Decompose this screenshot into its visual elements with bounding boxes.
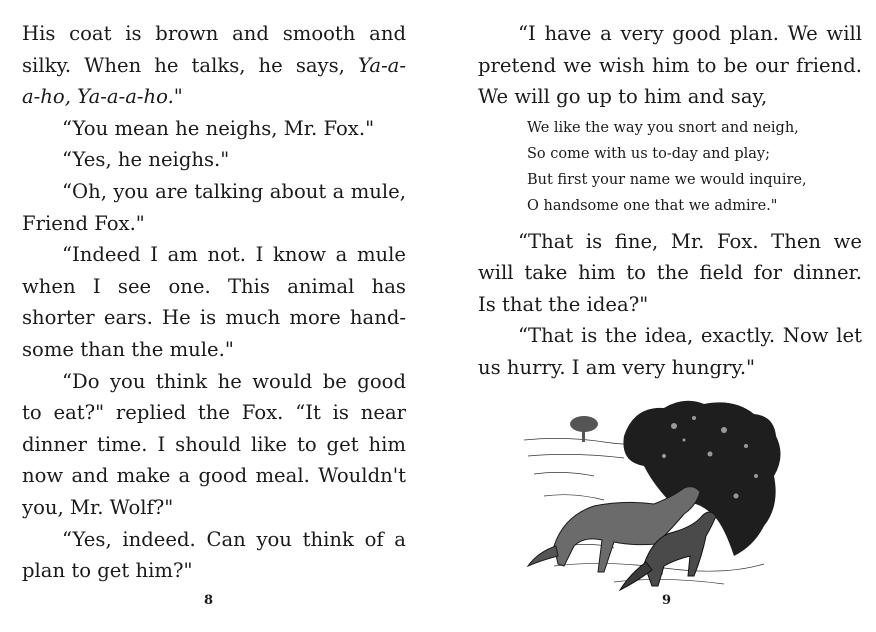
text-line-part: silky. When he talks, he says, [22, 53, 358, 77]
text-line: us hurry. I am very hungry." [478, 355, 756, 379]
text-line: pretend we wish him to be our friend. [478, 53, 862, 77]
text-line: will take him to the field for dinner. [478, 261, 862, 285]
left-page [22, 18, 406, 618]
text-line: “Oh, you are talking about a mule, [62, 179, 406, 203]
text-line: some than the mule." [22, 337, 234, 361]
text-line: when I see one. This animal has [22, 274, 406, 298]
text-line: you, Mr. Wolf?" [22, 495, 174, 519]
page-number: 8 [204, 593, 214, 608]
wolf-and-fox-illustration [524, 396, 786, 592]
verse-line: So come with us to-day and play; [527, 145, 770, 162]
text-line: “Indeed I am not. I know a mule [62, 243, 406, 267]
text-line [22, 81, 406, 113]
paragraph [22, 239, 406, 365]
text-line: Is that the idea?" [478, 292, 649, 316]
text-line: plan to get him?" [22, 559, 193, 583]
text-line [22, 50, 406, 82]
text-line: Friend Fox." [22, 211, 145, 235]
paragraph [22, 176, 406, 239]
paragraph [478, 226, 862, 321]
text-line: “That is fine, Mr. Fox. Then we [518, 229, 862, 253]
text-line: “Do you think he would be good [62, 369, 406, 393]
text-line: “That is the idea, exactly. Now let [518, 324, 862, 348]
text-line: dinner time. I should like to get him [22, 432, 406, 456]
paragraph [478, 18, 862, 113]
text-line: to eat?" replied the Fox. “It is near [22, 401, 406, 425]
paragraph [22, 18, 406, 113]
paragraph [478, 320, 862, 383]
text-line: “I have a very good plan. We will [518, 22, 862, 45]
page-number: 9 [662, 593, 672, 608]
text-line: We will go up to him and say, [478, 85, 768, 109]
paragraph [22, 113, 406, 145]
text-line: shorter ears. He is much more hand- [22, 306, 406, 330]
paragraph [22, 366, 406, 524]
italic-text: Ya-a- [357, 53, 406, 77]
italic-text: a-ho, Ya-a-a-ho." [22, 85, 183, 109]
text-line: “Yes, he neighs." [62, 148, 230, 172]
text-line: His coat is brown and smooth and [22, 22, 406, 45]
verse-line: But first your name we would inquire, [527, 172, 807, 189]
verse-line: We like the way you snort and neigh, [527, 119, 799, 136]
paragraph [22, 524, 406, 587]
paragraph [22, 144, 406, 176]
text-line: now and make a good meal. Wouldn't [22, 464, 406, 488]
verse-line: O handsome one that we admire." [527, 198, 778, 215]
verse [527, 115, 862, 220]
text-line: “You mean he neighs, Mr. Fox." [62, 116, 375, 140]
text-line: “Yes, indeed. Can you think of a [62, 527, 406, 551]
